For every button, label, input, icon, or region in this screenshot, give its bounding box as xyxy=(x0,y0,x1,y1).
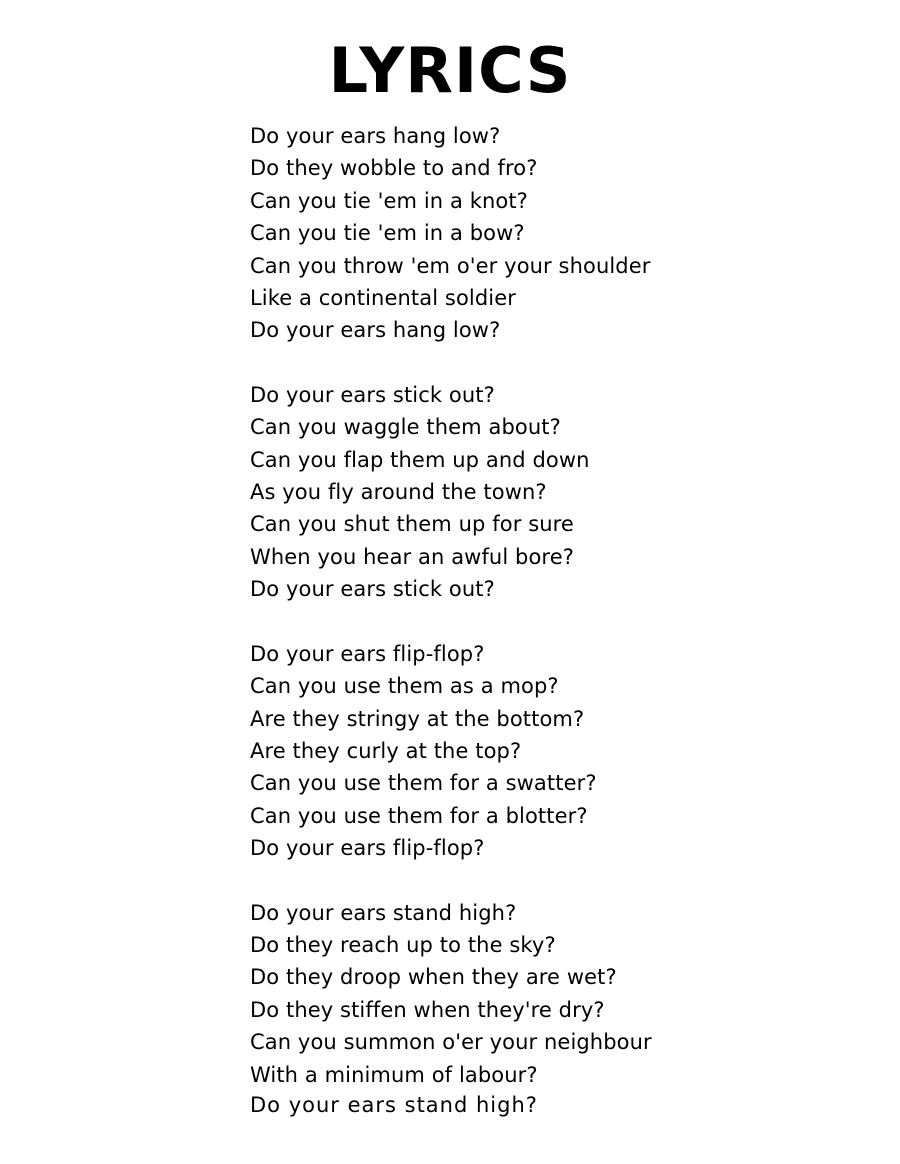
lyric-line: Can you throw 'em o'er your shoulder xyxy=(250,253,651,278)
lyric-line: When you hear an awful bore? xyxy=(250,544,574,569)
lyric-line: Are they curly at the top? xyxy=(250,738,522,763)
lyric-line: Are they stringy at the bottom? xyxy=(250,706,585,731)
lyric-line: Can you flap them up and down xyxy=(250,447,590,472)
verse-3 xyxy=(250,638,870,865)
lyric-line: Can you use them for a blotter? xyxy=(250,803,588,828)
lyric-line: Do your ears flip-flop? xyxy=(250,836,485,861)
lyric-line: Do your ears hang low? xyxy=(250,318,501,343)
lyric-line: Can you summon o'er your neighbour xyxy=(250,1030,652,1055)
lyric-line: Can you use them for a swatter? xyxy=(250,771,597,796)
lyric-line: Do they droop when they are wet? xyxy=(250,965,617,990)
lyric-line: Do they stiffen when they're dry? xyxy=(250,997,605,1022)
lyric-line: Do your ears stand high? xyxy=(250,1092,538,1117)
lyric-line: Can you waggle them about? xyxy=(250,415,561,440)
lyric-line: Like a continental soldier xyxy=(250,286,516,311)
verse-1 xyxy=(250,120,870,347)
lyrics-body xyxy=(250,120,870,1151)
lyric-line: Can you tie 'em in a knot? xyxy=(250,188,528,213)
verse-2 xyxy=(250,379,870,606)
lyric-line: Do your ears hang low? xyxy=(250,124,501,148)
lyric-line: Can you use them as a mop? xyxy=(250,674,559,699)
verse-4 xyxy=(250,897,870,1119)
lyric-line: Do they reach up to the sky? xyxy=(250,932,556,957)
lyric-line: As you fly around the town? xyxy=(250,480,547,505)
lyric-line: Do your ears flip-flop? xyxy=(250,641,485,666)
lyric-line: With a minimum of labour? xyxy=(250,1062,538,1087)
lyric-line: Do they wobble to and fro? xyxy=(250,156,538,181)
lyric-line: Do your ears stick out? xyxy=(250,382,495,407)
lyric-line: Do your ears stick out? xyxy=(250,577,495,602)
page-title: LYRICS xyxy=(328,34,572,107)
lyric-line: Do your ears stand high? xyxy=(250,900,517,925)
lyric-line: Can you shut them up for sure xyxy=(250,512,574,537)
lyric-line: Can you tie 'em in a bow? xyxy=(250,221,525,246)
